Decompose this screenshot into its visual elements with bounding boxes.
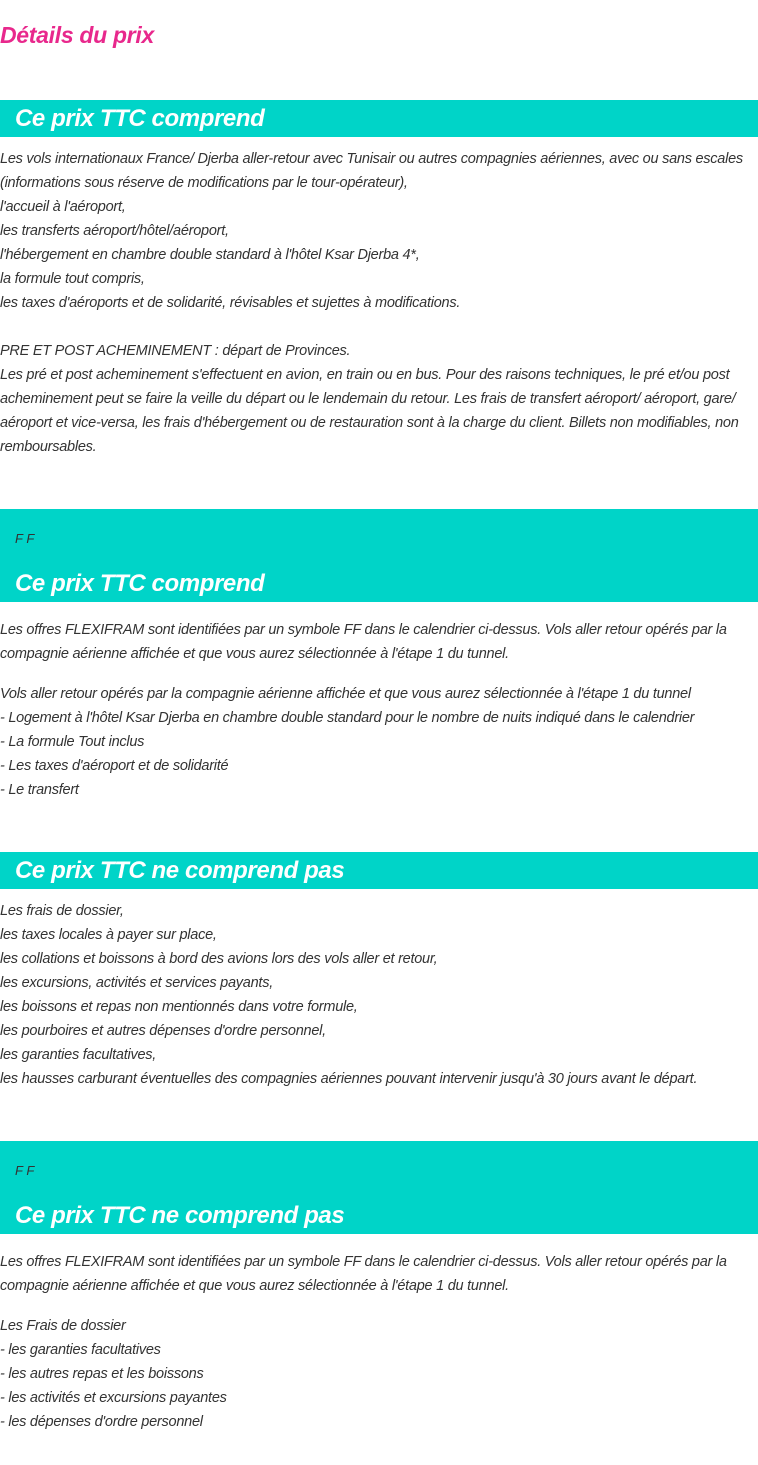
list-item: Vols aller retour opérés par la compagnie aérienne affichée et que vous aurez sélectionnée à l'étape 1 du tunnel <box>0 686 691 702</box>
section-heading: Ce prix TTC ne comprend pas <box>15 857 345 884</box>
paragraph-line: Les pré et post acheminement s'effectuent en avion, en train ou en bus. Pour des raisons techniques, le pré et/ou post <box>0 367 730 383</box>
section-heading: Ce prix TTC ne comprend pas <box>15 1202 345 1229</box>
section-heading: Ce prix TTC comprend <box>15 570 265 597</box>
pre-post-block <box>0 339 758 459</box>
paragraph-line: acheminement peut se faire la veille du départ ou le lendemain du retour. Les frais de transfert aéroport/ aéroport, gare/ <box>0 391 736 407</box>
section-heading: Ce prix TTC comprend <box>15 105 265 132</box>
ff-includes-intro <box>0 618 758 666</box>
excludes-list <box>0 899 758 1091</box>
section-banner-includes <box>0 100 758 137</box>
list-item: Les frais de dossier, <box>0 903 124 919</box>
list-item: les taxes locales à payer sur place, <box>0 927 217 943</box>
paragraph-line: Les offres FLEXIFRAM sont identifiées par un symbole FF dans le calendrier ci-dessus. Vols aller retour opérés par la <box>0 622 727 638</box>
list-item: - Les taxes d'aéroport et de solidarité <box>0 758 229 774</box>
list-item: - les dépenses d'ordre personnel <box>0 1414 203 1430</box>
list-item: - Logement à l'hôtel Ksar Djerba en chambre double standard pour le nombre de nuits indiqué dans le calendrier <box>0 710 695 726</box>
list-item: - les autres repas et les boissons <box>0 1366 204 1382</box>
list-item: - les activités et excursions payantes <box>0 1390 227 1406</box>
ff-tag: F F <box>15 1163 35 1178</box>
list-item: les boissons et repas non mentionnés dans votre formule, <box>0 999 358 1015</box>
paragraph-line: Les offres FLEXIFRAM sont identifiées par un symbole FF dans le calendrier ci-dessus. Vols aller retour opérés par la <box>0 1254 727 1270</box>
section-banner-excludes <box>0 852 758 889</box>
list-item: (informations sous réserve de modifications par le tour-opérateur), <box>0 175 408 191</box>
list-item: - La formule Tout inclus <box>0 734 145 750</box>
list-item: l'accueil à l'aéroport, <box>0 199 126 215</box>
paragraph-line: compagnie aérienne affichée et que vous aurez sélectionnée à l'étape 1 du tunnel. <box>0 646 509 662</box>
list-item: les pourboires et autres dépenses d'ordre personnel, <box>0 1023 326 1039</box>
ff-excludes-intro <box>0 1250 758 1298</box>
list-item: les garanties facultatives, <box>0 1047 157 1063</box>
list-item: les taxes d'aéroports et de solidarité, révisables et sujettes à modifications. <box>0 295 461 311</box>
section-banner-ff-excludes <box>0 1141 758 1234</box>
includes-list <box>0 147 758 315</box>
list-item: Les vols internationaux France/ Djerba aller-retour avec Tunisair ou autres compagnies aériennes, avec ou sans escales <box>0 151 743 167</box>
list-item: la formule tout compris, <box>0 271 145 287</box>
list-item: - les garanties facultatives <box>0 1342 161 1358</box>
ff-includes-list <box>0 682 758 802</box>
ff-tag: F F <box>15 531 35 546</box>
paragraph-line: remboursables. <box>0 439 97 455</box>
list-item: Les Frais de dossier <box>0 1318 126 1334</box>
pre-post-title: PRE ET POST ACHEMINEMENT : départ de Provinces. <box>0 343 351 359</box>
list-item: les transferts aéroport/hôtel/aéroport, <box>0 223 229 239</box>
paragraph-line: compagnie aérienne affichée et que vous aurez sélectionnée à l'étape 1 du tunnel. <box>0 1278 509 1294</box>
list-item: les collations et boissons à bord des avions lors des vols aller et retour, <box>0 951 438 967</box>
list-item: les excursions, activités et services payants, <box>0 975 273 991</box>
paragraph-line: aéroport et vice-versa, les frais d'hébergement ou de restauration sont à la charge du client. Billets non modifiables, non <box>0 415 739 431</box>
ff-excludes-list <box>0 1314 758 1434</box>
list-item: - Le transfert <box>0 782 79 798</box>
section-banner-ff-includes <box>0 509 758 602</box>
page-title: Détails du prix <box>0 22 154 48</box>
list-item: l'hébergement en chambre double standard à l'hôtel Ksar Djerba 4*, <box>0 247 420 263</box>
list-item: les hausses carburant éventuelles des compagnies aériennes pouvant intervenir jusqu'à 30 jours avant le départ. <box>0 1071 698 1087</box>
